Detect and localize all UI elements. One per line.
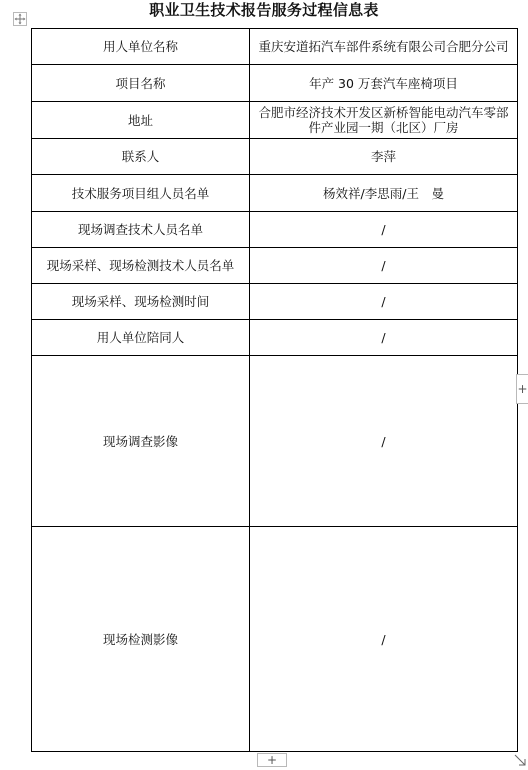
table-row [32,248,518,284]
table-row [32,175,518,212]
add-column-button[interactable]: + [516,374,528,404]
row-value: / [250,527,518,752]
row-label: 项目名称 [32,65,250,102]
row-label: 现场调查影像 [32,356,250,527]
table-row [32,212,518,248]
table-row [32,102,518,139]
table-row [32,284,518,320]
row-value: / [250,248,518,284]
row-value: 杨效祥/李思雨/王 曼 [250,175,518,212]
row-value: 李萍 [250,139,518,175]
row-label: 现场检测影像 [32,527,250,752]
resize-corner-icon [514,754,526,766]
row-value: / [250,320,518,356]
table-row [32,139,518,175]
table-row [32,356,518,527]
table-row [32,527,518,752]
row-label: 用人单位名称 [32,29,250,65]
info-table [31,28,518,752]
table-row [32,65,518,102]
table-row [32,320,518,356]
row-label: 现场采样、现场检测技术人员名单 [32,248,250,284]
row-value: 重庆安道拓汽车部件系统有限公司合肥分公司 [250,29,518,65]
row-label: 现场调查技术人员名单 [32,212,250,248]
row-value: 年产 30 万套汽车座椅项目 [250,65,518,102]
row-value: / [250,212,518,248]
row-label: 联系人 [32,139,250,175]
document-title: 职业卫生技术报告服务过程信息表 [149,1,379,19]
add-row-button[interactable]: + [257,753,287,767]
table-row [32,29,518,65]
row-label: 技术服务项目组人员名单 [32,175,250,212]
row-label: 现场采样、现场检测时间 [32,284,250,320]
row-value: 合肥市经济技术开发区新桥智能电动汽车零部件产业园一期（北区）厂房 [250,102,518,139]
row-value: / [250,284,518,320]
row-label: 地址 [32,102,250,139]
row-value: / [250,356,518,527]
table-resize-handle[interactable] [514,751,526,763]
row-label: 用人单位陪同人 [32,320,250,356]
